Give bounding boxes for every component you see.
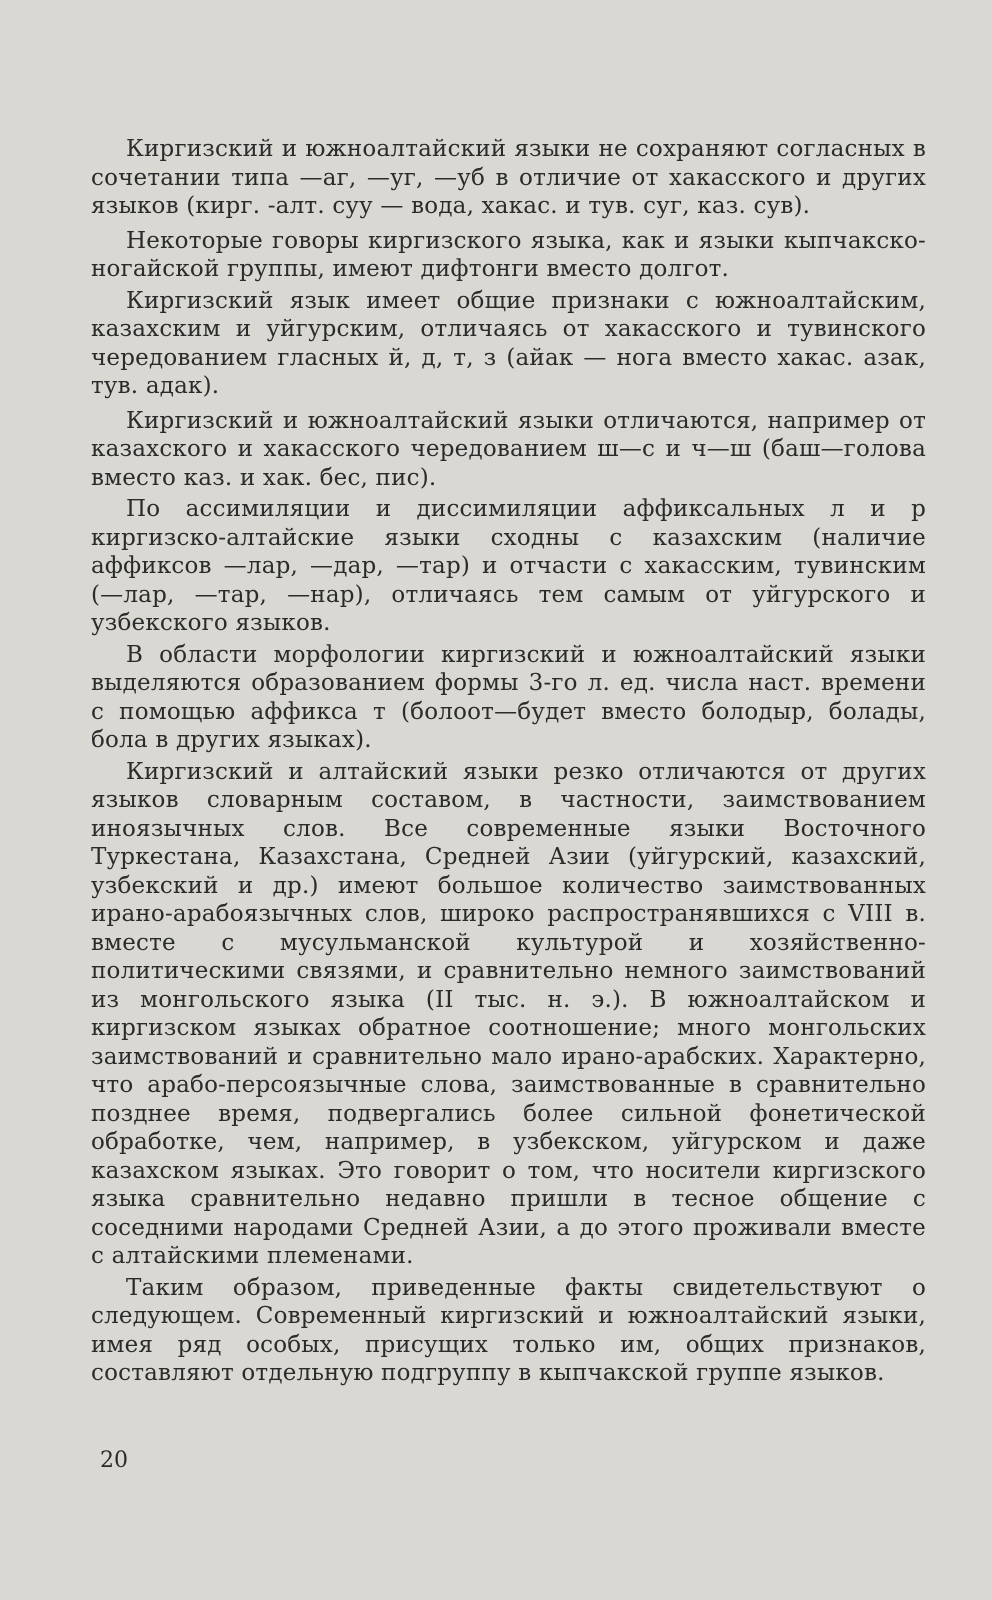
paragraph-6: В области морфологии киргизский и южноалтайский языки выделяются образованием формы 3-го л. ед. числа наст. времени с помощью аффикса т (болоот—будет вместо болодыр, болады, бола в других языках). (91, 641, 926, 753)
paragraph-8: Таким образом, приведенные факты свидетельствуют о следующем. Современный киргизский и южноалтайский языки, имея ряд особых, присущих только им, общих признаков, составляют отдельную подгруппу в кыпчакской группе языков. (91, 1274, 926, 1386)
paragraph-4: Киргизский и южноалтайский языки отличаются, например от казахского и хакасского чередованием ш—с и ч—ш (баш—голова вместо каз. и хак. бес, пис). (91, 407, 926, 491)
paragraph-2: Некоторые говоры киргизского языка, как и языки кыпчакско-ногайской группы, имеют дифтонги вместо долгот. (91, 227, 926, 282)
paragraph-3: Киргизский язык имеет общие признаки с южноалтайским, казахским и уйгурским, отличаясь от хакасского и тувинского чередованием гласных й, д, т, з (айак — нога вместо хакас. азак, тув. адак). (91, 287, 926, 399)
paragraph-1: Киргизский и южноалтайский языки не сохраняют согласных в сочетании типа —аг, —уг, —уб в отличие от хакасского и других языков (кирг. -алт. суу — вода, хакас. и тув. суг, каз. сув). (91, 136, 926, 219)
page-number: 20 (100, 1448, 128, 1473)
paragraph-5: По ассимиляции и диссимиляции аффиксальных л и р киргизско-алтайские языки сходны с казахским (наличие аффиксов —лар, —дар, —тар) и отчасти с хакасским, тувинским (—лар, —тар, —нар), отличаясь тем самым от уйгурского и узбекского языков. (91, 496, 926, 636)
paragraph-7: Киргизский и алтайский языки резко отличаются от других языков словарным составом, в частности, заимствованием иноязычных слов. Все современные языки Восточного Туркестана, Казахстана, Средней Азии (уйгурский, казахский, узбекский и др.) имеют большое количество заимствованных ирано-арабоязычных слов, широко распространявшихся с VIII в. вместе с мусульманской культурой и хозяйственно-политическими связями, и сравнительно немного заимствований из монгольского языка (II тыс. н. э.). В южноалтайском и киргизском языках обратное соотношение; много монгольских заимствований и сравнительно мало ирано-арабских. Характерно, что арабо-персоязычные слова, заимствованные в сравнительно позднее время, подвергались более сильной фонетической обработке, чем, например, в узбекском, уйгурском и даже казахском языках. Это говорит о том, что носители киргизского языка сравнительно недавно пришли в тесное общение с соседними народами Средней Азии, а до этого проживали вместе с алтайскими племенами. (91, 758, 926, 1269)
body-text (91, 135, 926, 1391)
